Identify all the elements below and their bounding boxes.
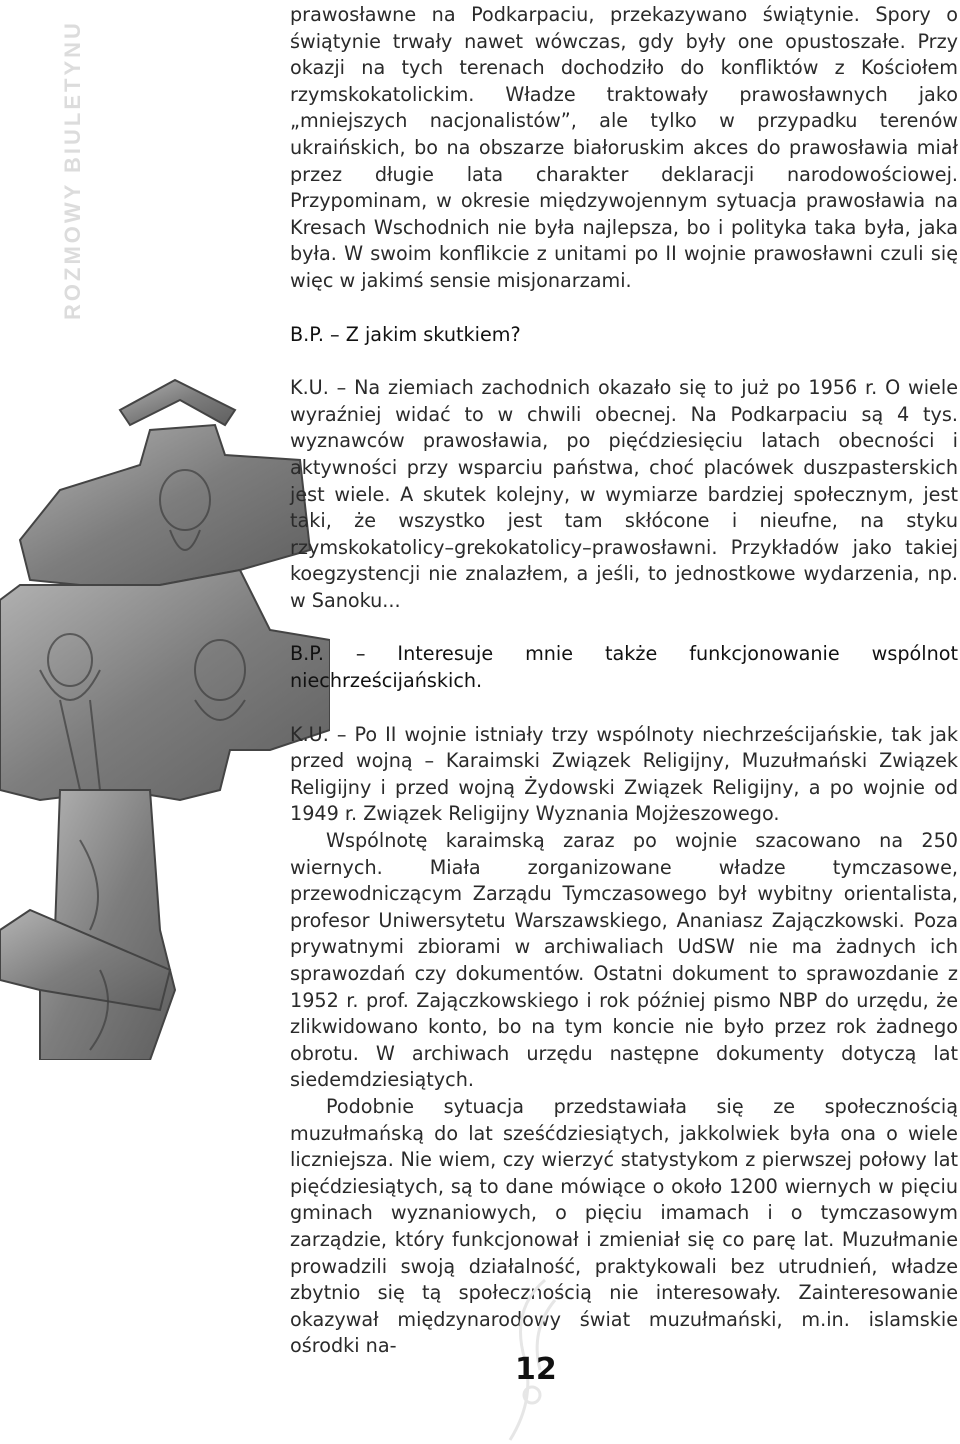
interviewer-question: B.P. – Interesuje mnie także funkcjonowanie wspólnot niechrześcijańskich. — [290, 642, 958, 693]
paragraph: Podobnie sytuacja przedstawiała się ze społecznością muzułmańską do lat sześćdziesiątych, jakkolwiek była ona o wiele liczniejsza. Nie wiem, czy wierzyć statystykom z pierwszej połowy lat pięćdziesiątych, są to dane mówiące o około 1200 wiernych w pięciu gminach wyznaniowych, o pięciu imamach i o tymczasowym zarządzie, który funkcjonował i zmieniał się co parę lat. Muzułmanie prowadzili swoją działalność, praktykowali bez utrudnień, władze zbytnio się tą społecznością nie interesowały. Zainteresowanie okazywał międzynarodowy świat muzułmański, m.in. islamskie ośrodki na- — [290, 1094, 958, 1358]
section-label: ROZMOWY BIULETYNU — [60, 20, 85, 320]
article-body — [290, 2, 958, 1360]
paragraph: Wspólnotę karaimską zaraz po wojnie szacowano na 250 wiernych. Miała zorganizowane władze tymczasowe, przewodniczącym Zarządu Tymczasowego był wybitny orientalista, profesor Uniwersytetu Warszawskiego, Ananiasz Zajączkowski. Poza prywatnymi zbiorami w archiwaliach UdSW nie ma żadnych ich sprawozdań czy dokumentów. Ostatni dokument to sprawozdanie z 1952 r. prof. Zajączkowskiego i rok później pismo NBP do urzędu, że zlikwidowano konto, bo na tym koncie nie było przez rok żadnego obrotu. W archiwach urzędu następne dokumenty dotyczą lat siedemdziesiątych. — [290, 829, 958, 1092]
interviewer-question: B.P. – Z jakim skutkiem? — [290, 322, 521, 346]
paragraph: prawosławne na Podkarpaciu, przekazywano świątynie. Spory o świątynie trwały nawet wówczas, gdy były one opustoszałe. Przy okazji na tych terenach dochodziło do konfliktów z Kościołem rzymskokatolickim. Władze traktowały prawosławnych jako „mniejszych nacjonalistów”, ale tylko w przypadku terenów ukraińskich, bo na obszarze białoruskim akces do prawosławia miał przez długie lata charakter deklaracji narodowościowej. Przypominam, w okresie międzywojennym sytuacja prawosławia na Kresach Wschodnich nie była najlepsza, bo i polityka taka była, jaka była. W swoim konflikcie z unitami po II wojnie prawosławni czuli się więc w jakimś sensie misjonarzami. — [290, 3, 958, 292]
page-number: 12 — [515, 1352, 557, 1387]
interviewee-answer: K.U. – Po II wojnie istniały trzy wspólnoty niechrześcijańskie, tak jak przed wojną – Karaimski Związek Religijny, Muzułmański Związek Religijny i przed wojną Żydowski Związek Religijny, a po wojnie od 1949 r. Związek Religijny Wyznania Mojżeszowego. — [290, 722, 958, 826]
interviewee-answer: K.U. – Na ziemiach zachodnich okazało się to już po 1956 r. O wiele wyraźniej widać to w chwili obecnej. Na Podkarpaciu są 4 tys. wyznawców prawosławia, po pięćdziesięciu latach obecności i aktywności przy wsparciu państwa, choć placówek duszpasterskich jest wiele. A skutek kolejny, w wymiarze bardziej społecznym, jest taki, że wszystko jest tam skłócone i nieufne, na styku rzymskokatolicy–grekokatolicy–prawosławni. Przykładów jako takiej koegzystencji nie znalazłem, a jeśli, to jednostkowe wydarzenia, np. w Sanoku... — [290, 376, 958, 612]
orthodox-cross-image — [0, 370, 330, 1060]
